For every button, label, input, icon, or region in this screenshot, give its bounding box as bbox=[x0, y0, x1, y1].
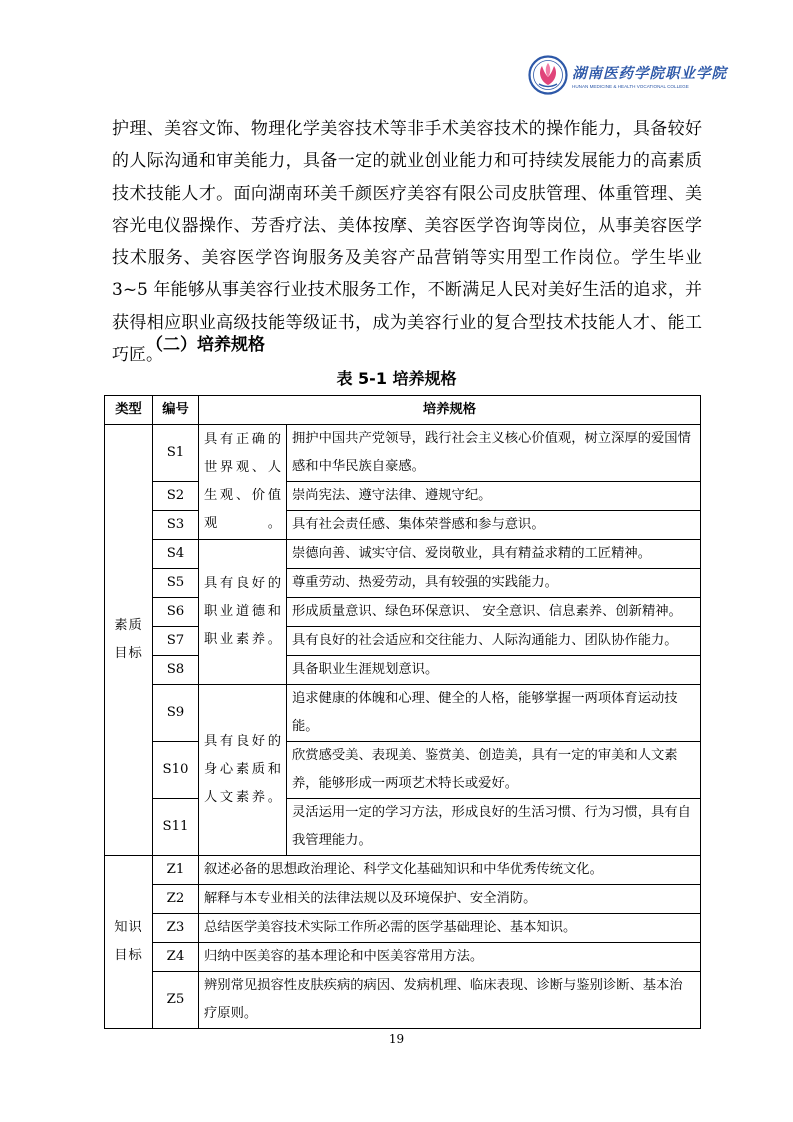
row-text: 形成质量意识、绿色环保意识、 安全意识、信息素养、创新精神。 bbox=[287, 598, 701, 627]
table-row bbox=[105, 885, 701, 914]
table-row bbox=[105, 569, 701, 598]
table-row bbox=[105, 685, 701, 742]
college-name-cn: 湖南医药学院职业学院 bbox=[572, 65, 727, 82]
group-worldview: 具有正确的世界观、人生观、价值观。 bbox=[199, 425, 287, 540]
row-code: S5 bbox=[153, 569, 199, 598]
row-text: 总结医学美容技术实际工作所必需的医学基础理论、基本知识。 bbox=[199, 914, 701, 943]
row-code: Z5 bbox=[153, 972, 199, 1029]
row-code: S4 bbox=[153, 540, 199, 569]
row-text: 拥护中国共产党领导，践行社会主义核心价值观，树立深厚的爱国情感和中华民族自豪感。 bbox=[287, 425, 701, 482]
table-row bbox=[105, 598, 701, 627]
header-type: 类型 bbox=[105, 396, 153, 425]
row-text: 具有良好的社会适应和交往能力、人际沟通能力、团队协作能力。 bbox=[287, 627, 701, 656]
section-heading: （二）培养规格 bbox=[146, 335, 265, 355]
category-knowledge: 知识目标 bbox=[105, 856, 153, 1029]
college-name-en: HUNAN MEDICINE & HEALTH VOCATIONAL COLLEGE bbox=[572, 83, 689, 89]
row-text: 叙述必备的思想政治理论、科学文化基础知识和中华优秀传统文化。 bbox=[199, 856, 701, 885]
row-code: S6 bbox=[153, 598, 199, 627]
row-text: 尊重劳动、热爱劳动，具有较强的实践能力。 bbox=[287, 569, 701, 598]
group-physical-humanistic: 具有良好的身心素质和人文素养。 bbox=[199, 685, 287, 856]
category-quality: 素质目标 bbox=[105, 425, 153, 856]
table-row bbox=[105, 482, 701, 511]
table-row bbox=[105, 425, 701, 482]
college-logo bbox=[528, 50, 756, 100]
table-row bbox=[105, 799, 701, 856]
row-code: S8 bbox=[153, 656, 199, 685]
header-spec: 培养规格 bbox=[199, 396, 701, 425]
table-row bbox=[105, 742, 701, 799]
row-text: 崇德向善、诚实守信、爱岗敬业，具有精益求精的工匠精神。 bbox=[287, 540, 701, 569]
table-row bbox=[105, 511, 701, 540]
row-code: Z1 bbox=[153, 856, 199, 885]
row-code: S7 bbox=[153, 627, 199, 656]
row-code: Z2 bbox=[153, 885, 199, 914]
body-paragraph: 护理、美容文饰、物理化学美容技术等非手术美容技术的操作能力，具备较好的人际沟通和审美能力，具备一定的就业创业能力和可持续发展能力的高素质技术技能人才。面向湖南环美千颜医疗美容有限公司皮肤管理、体重管理、美容光电仪器操作、芳香疗法、美体按摩、美容医学咨询等岗位，从事美容医学技术服务、美容医学咨询服务及美容产品营销等实用型工作岗位。学生毕业 3~5 年能够从事美容行业技术服务工作，不断满足人民对美好生活的追求，并获得相应职业高级技能等级证书，成为美容行业的复合型技术技能人才、能工巧匠。 bbox=[112, 119, 702, 366]
table-row bbox=[105, 914, 701, 943]
row-code: S1 bbox=[153, 425, 199, 482]
table-row bbox=[105, 540, 701, 569]
row-code: S11 bbox=[153, 799, 199, 856]
table-row bbox=[105, 943, 701, 972]
training-spec-table bbox=[104, 395, 701, 1029]
group-professional: 具有良好的职业道德和职业素养。 bbox=[199, 540, 287, 685]
row-text: 崇尚宪法、遵守法律、遵规守纪。 bbox=[287, 482, 701, 511]
table-row bbox=[105, 656, 701, 685]
row-text: 归纳中医美容的基本理论和中医美容常用方法。 bbox=[199, 943, 701, 972]
college-emblem-icon bbox=[528, 55, 568, 95]
header-code: 编号 bbox=[153, 396, 199, 425]
row-text: 具有社会责任感、集体荣誉感和参与意识。 bbox=[287, 511, 701, 540]
row-code: Z4 bbox=[153, 943, 199, 972]
table-caption: 表 5-1 培养规格 bbox=[336, 369, 457, 388]
table-header-row bbox=[105, 396, 701, 425]
row-text: 具备职业生涯规划意识。 bbox=[287, 656, 701, 685]
table-row bbox=[105, 972, 701, 1029]
row-code: Z3 bbox=[153, 914, 199, 943]
page-number: 19 bbox=[388, 1032, 405, 1046]
row-text: 辨别常见损容性皮肤疾病的病因、发病机理、临床表现、诊断与鉴别诊断、基本治疗原则。 bbox=[199, 972, 701, 1029]
row-text: 欣赏感受美、表现美、鉴赏美、创造美，具有一定的审美和人文素养，能够形成一两项艺术特长或爱好。 bbox=[287, 742, 701, 799]
row-code: S9 bbox=[153, 685, 199, 742]
row-text: 解释与本专业相关的法律法规以及环境保护、安全消防。 bbox=[199, 885, 701, 914]
row-text: 追求健康的体魄和心理、健全的人格，能够掌握一两项体育运动技能。 bbox=[287, 685, 701, 742]
table-row bbox=[105, 627, 701, 656]
table-row bbox=[105, 856, 701, 885]
row-code: S2 bbox=[153, 482, 199, 511]
row-code: S10 bbox=[153, 742, 199, 799]
row-code: S3 bbox=[153, 511, 199, 540]
row-text: 灵活运用一定的学习方法，形成良好的生活习惯、行为习惯，具有自我管理能力。 bbox=[287, 799, 701, 856]
